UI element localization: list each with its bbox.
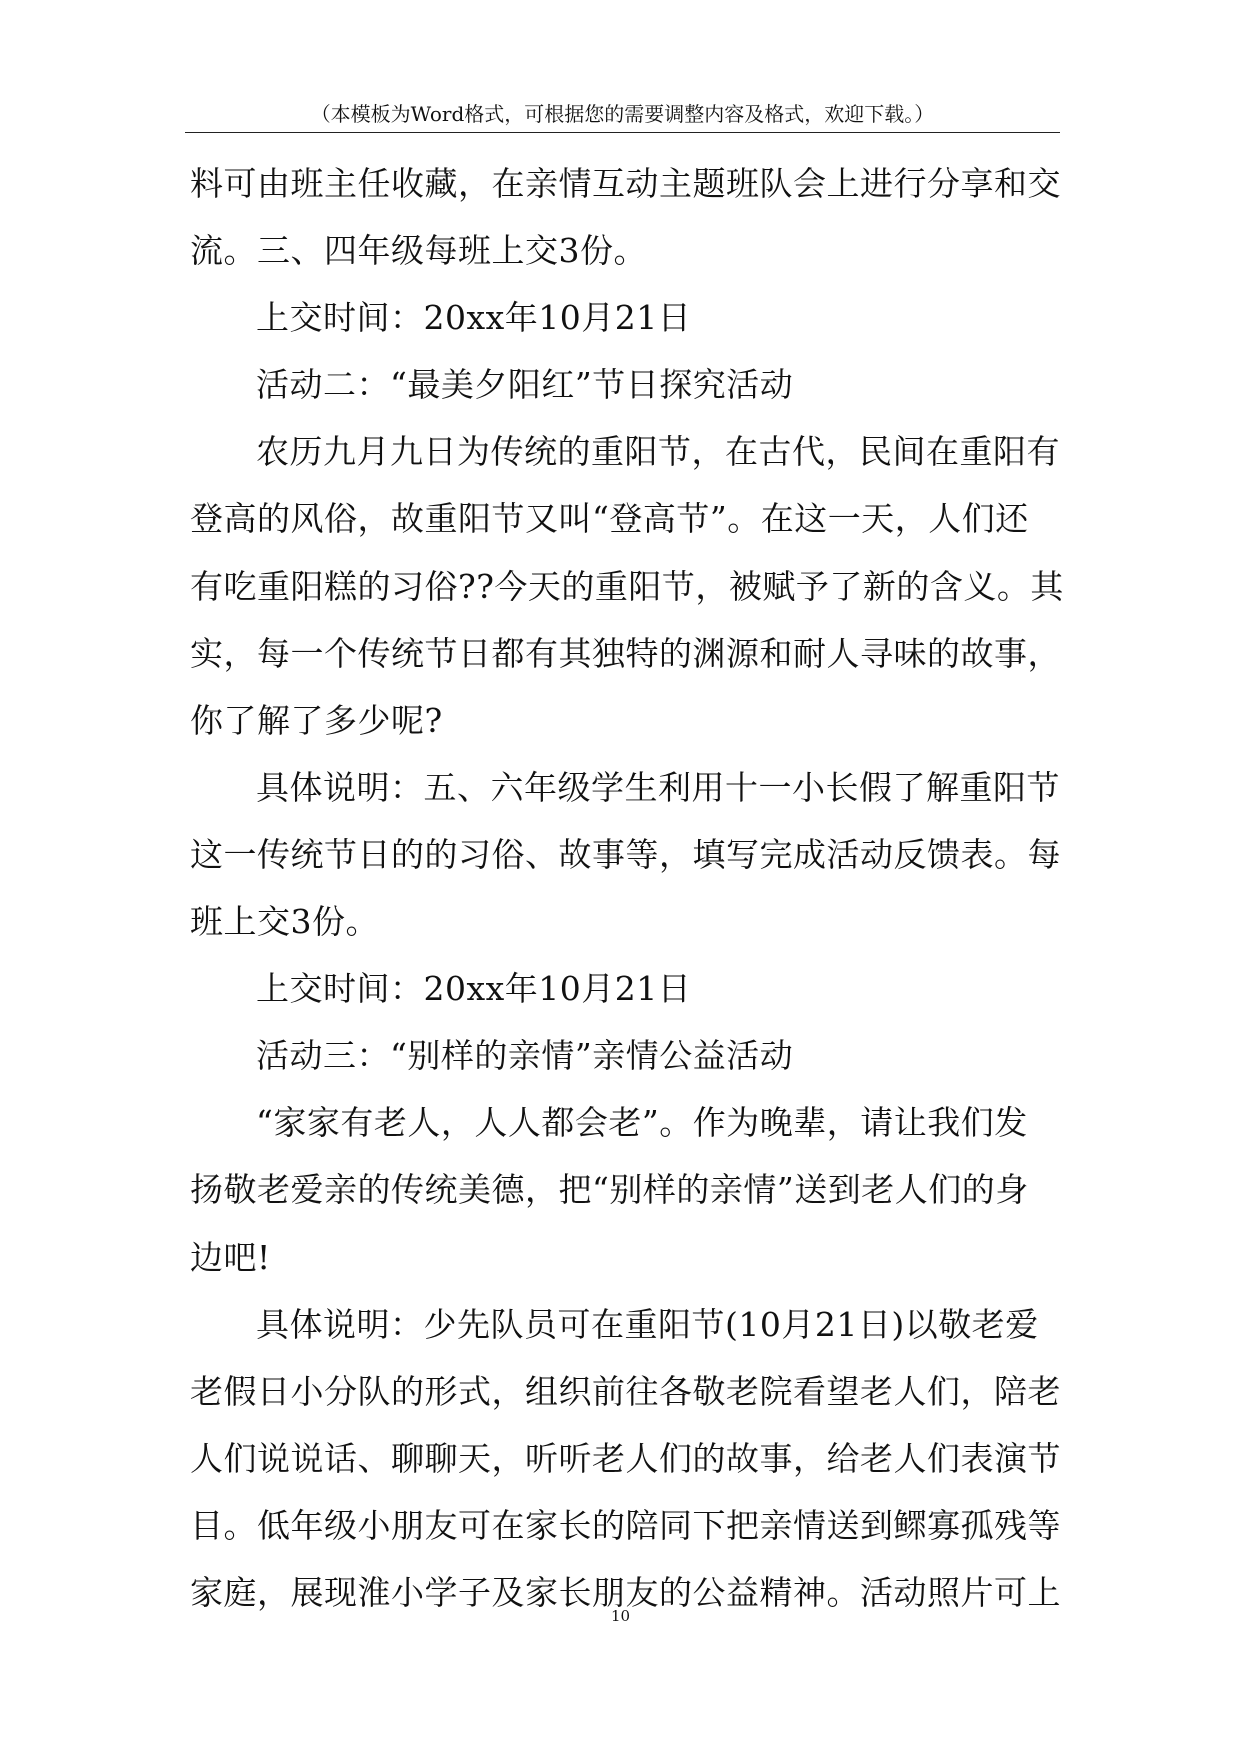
body-line: 人们说说话、聊聊天，听听老人们的故事，给老人们表演节 — [190, 1438, 1061, 1478]
submission-time-line: 上交时间：20xx年10月21日 — [256, 969, 692, 1009]
template-note-header: （本模板为Word格式，可根据您的需要调整内容及格式，欢迎下载。） — [310, 102, 935, 126]
body-line: 老假日小分队的形式，组织前往各敬老院看望老人们，陪老 — [190, 1371, 1061, 1411]
body-line: 农历九月九日为传统的重阳节，在古代，民间在重阳有 — [256, 432, 1060, 472]
activity-three-title: 活动三：“别样的亲情”亲情公益活动 — [256, 1036, 794, 1076]
body-line: 这一传统节日的的习俗、故事等，填写完成活动反馈表。每 — [190, 834, 1061, 874]
body-line: 实，每一个传统节日都有其独特的渊源和耐人寻味的故事， — [190, 633, 1061, 673]
body-line: 家庭，展现淮小学子及家长朋友的公益精神。活动照片可上 — [190, 1572, 1061, 1612]
page-number: 10 — [610, 1607, 631, 1625]
body-line: 料可由班主任收藏，在亲情互动主题班队会上进行分享和交 — [190, 164, 1061, 203]
body-line: 目。低年级小朋友可在家长的陪同下把亲情送到鳏寡孤残等 — [190, 1505, 1061, 1545]
body-line: 你了解了多少呢? — [190, 700, 443, 740]
body-line: 边吧! — [190, 1237, 271, 1277]
activity-two-title: 活动二：“最美夕阳红”节日探究活动 — [256, 365, 794, 405]
body-line: “家家有老人，人人都会老”。作为晚辈，请让我们发 — [256, 1103, 1028, 1143]
body-line: 扬敬老爱亲的传统美德，把“别样的亲情”送到老人们的身 — [190, 1170, 1029, 1210]
submission-time-line: 上交时间：20xx年10月21日 — [256, 298, 692, 338]
document-body — [190, 150, 1070, 1626]
body-line: 流。三、四年级每班上交3份。 — [190, 231, 647, 271]
body-line: 具体说明：少先队员可在重阳节(10月21日)以敬老爱 — [256, 1304, 1039, 1344]
header-divider — [185, 132, 1060, 133]
body-line: 具体说明：五、六年级学生利用十一小长假了解重阳节 — [256, 767, 1060, 807]
body-line: 有吃重阳糕的习俗??今天的重阳节，被赋予了新的含义。其 — [190, 566, 1064, 606]
body-line: 登高的风俗，故重阳节又叫“登高节”。在这一天，人们还 — [190, 499, 1029, 539]
body-line: 班上交3份。 — [190, 902, 379, 942]
